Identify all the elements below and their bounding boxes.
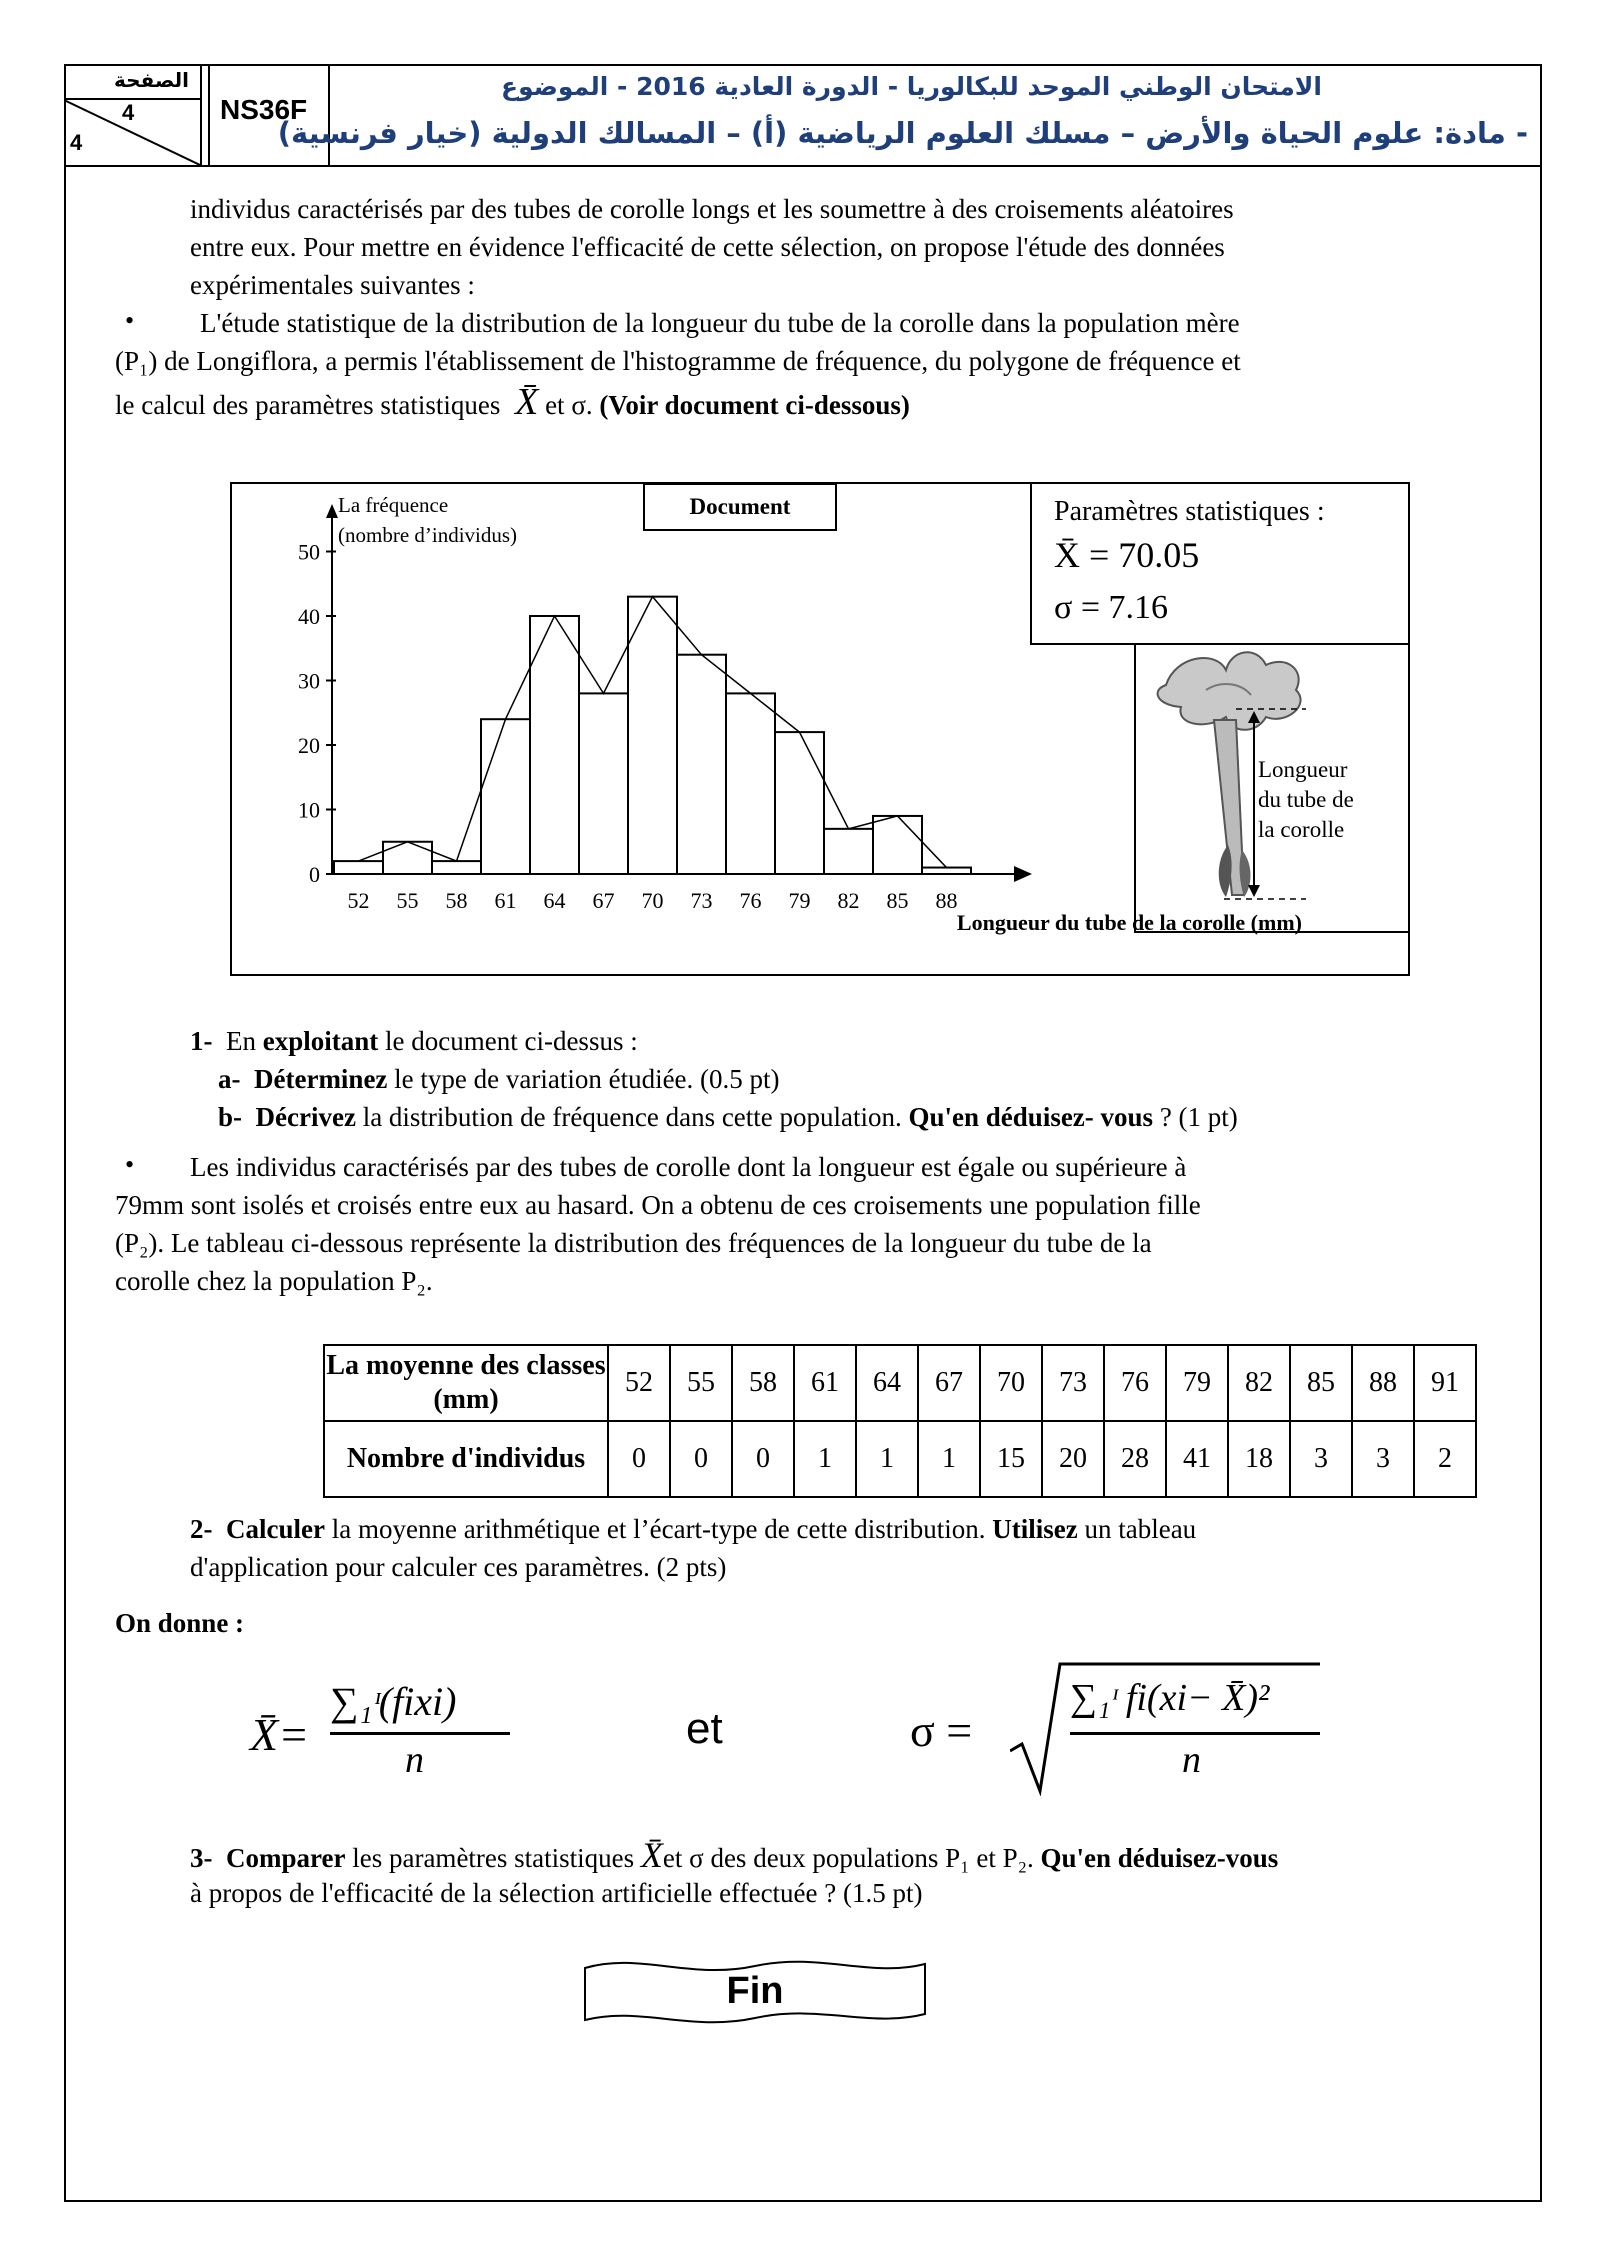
table-row	[324, 1421, 1476, 1497]
document-title: Document	[689, 494, 791, 519]
question-2-line2: d'application pour calculer ces paramètres. (2 pts)	[190, 1552, 727, 1582]
statistical-parameters-box	[1030, 482, 1410, 645]
y-tick-label: 0	[309, 862, 320, 887]
table-cell: 3	[1352, 1421, 1414, 1497]
table-cell: 82	[1228, 1345, 1290, 1421]
x-tick-label: 58	[445, 888, 468, 913]
y-tick-label: 10	[298, 797, 320, 823]
fin-text: Fin	[726, 1970, 784, 2012]
table-cell: 1	[856, 1421, 918, 1497]
histogram-bar	[873, 816, 922, 874]
table-cell: 55	[670, 1345, 732, 1421]
frequency-table	[323, 1344, 1477, 1498]
question-1b: b- Décrivez la distribution de fréquence dans cette population. Qu'en déduisez- vous ? (1 pt)	[218, 1102, 1238, 1132]
table-cell: 85	[1290, 1345, 1352, 1421]
sigma-value: σ = 7.16	[1054, 589, 1169, 626]
page-label: الصفحة	[114, 68, 190, 92]
sigma-formula: σ = ∑₁ᶦ fi(xi− X̄)² n	[910, 1656, 1330, 1796]
table-cell: 0	[732, 1421, 794, 1497]
table-row	[324, 1345, 1476, 1421]
table-cell: 61	[794, 1345, 856, 1421]
page-indicator	[64, 64, 202, 165]
exam-title-line2: - مادة: علوم الحياة والأرض – مسلك العلوم الرياضية (أ) – المسالك الدولية (خيار فرنسية)	[277, 116, 1528, 150]
table-cell: 28	[1104, 1421, 1166, 1497]
question-1a: a- Déterminez le type de variation étudiée. (0.5 pt)	[218, 1064, 780, 1094]
xbar-symbol: X̄	[515, 381, 539, 423]
table-cell: 52	[608, 1345, 670, 1421]
bullet1-line3: le calcul des paramètres statistiques X̄ et σ. (Voir document ci-dessous)	[115, 381, 910, 423]
x-tick-label: 61	[494, 888, 517, 913]
table-cell: 18	[1228, 1421, 1290, 1497]
y-axis-label: La fréquence	[338, 493, 449, 517]
mean-value: X̄ = 70.05	[1054, 535, 1200, 575]
histogram-bar	[628, 597, 677, 874]
y-tick-label: 50	[298, 539, 320, 565]
table-cell: 67	[918, 1345, 980, 1421]
table-cell: 15	[980, 1421, 1042, 1497]
table-cell: 79	[1166, 1345, 1228, 1421]
table-cell: 2	[1414, 1421, 1476, 1497]
bullet-dot: •	[125, 306, 135, 335]
y-axis-arrow	[326, 504, 338, 518]
flower-illustration-box	[1134, 643, 1410, 933]
table-cell: 3	[1290, 1421, 1352, 1497]
y-tick-label: 20	[298, 733, 320, 758]
table-cell: 73	[1042, 1345, 1104, 1421]
table-cell: 70	[980, 1345, 1042, 1421]
bullet2-line4: corolle chez la population P₂.	[115, 1266, 433, 1296]
table-cell: 64	[856, 1345, 918, 1421]
x-tick-label: 52	[347, 888, 370, 913]
row-header-classes: La moyenne des classes (mm)	[324, 1345, 608, 1421]
histogram-bar	[383, 842, 432, 874]
mean-formula: X̄= ∑₁ᶦ(fixi) n	[250, 1670, 530, 1790]
x-tick-label: 67	[592, 888, 615, 913]
intro-line2: entre eux. Pour mettre en évidence l'efficacité de cette sélection, on propose l'étude des données	[190, 232, 1225, 262]
histogram-bar	[824, 829, 873, 874]
x-tick-label: 70	[641, 888, 664, 913]
table-cell: 41	[1166, 1421, 1228, 1497]
histogram-bar	[775, 732, 824, 874]
table-cell: 58	[732, 1345, 794, 1421]
x-tick-label: 64	[543, 888, 566, 913]
x-axis-label: Longueur du tube de la corolle (mm)	[956, 910, 1302, 935]
table-cell: 91	[1414, 1345, 1476, 1421]
histogram-bar	[481, 719, 530, 874]
bullet2-line2: 79mm sont isolés et croisés entre eux au hasard. On a obtenu de ces croisements une population fille	[115, 1190, 1201, 1220]
histogram-bar	[432, 861, 481, 874]
question-3-line2: à propos de l'efficacité de la sélection artificielle effectuée ? (1.5 pt)	[190, 1878, 923, 1908]
y-axis-label: (nombre d’individus)	[338, 523, 518, 547]
x-tick-label: 88	[935, 888, 958, 913]
x-tick-label: 73	[690, 888, 713, 913]
question-2: 2- Calculer la moyenne arithmétique et l’écart-type de cette distribution. Utilisez un tableau	[190, 1514, 1197, 1544]
page-number: 4	[122, 100, 135, 125]
table-cell: 20	[1042, 1421, 1104, 1497]
x-tick-label: 85	[886, 888, 909, 913]
formula-et: et	[686, 1704, 723, 1753]
bullet1-line1: L'étude statistique de la distribution de la longueur du tube de la corolle dans la population mère	[200, 308, 1240, 338]
page-total: 4	[70, 130, 83, 155]
fraction-bar	[330, 1732, 510, 1735]
table-cell: 0	[670, 1421, 732, 1497]
fraction-bar	[1070, 1732, 1320, 1735]
x-tick-label: 76	[739, 888, 762, 913]
row-header-counts: Nombre d'individus	[324, 1421, 608, 1497]
exam-code: NS36F	[220, 94, 308, 125]
x-tick-label: 79	[788, 888, 811, 913]
bullet2-line3: (P₂). Le tableau ci-dessous représente la distribution des fréquences de la longueur du tube de la	[115, 1228, 1152, 1258]
question-3: 3- Comparer les paramètres statistiques X̄et σ des deux populations P₁ et P₂. Qu'en déduisez-vous	[190, 1835, 1279, 1875]
y-tick-label: 30	[298, 668, 320, 694]
table-cell: 1	[918, 1421, 980, 1497]
histogram-bar	[334, 861, 383, 874]
table-cell: 88	[1352, 1345, 1414, 1421]
x-tick-label: 55	[396, 888, 419, 913]
table-cell: 76	[1104, 1345, 1166, 1421]
bullet1-line2: (P₁) de Longiflora, a permis l'établissement de l'histogramme de fréquence, du polygone de fréquence et	[115, 346, 1241, 376]
flower-label: Longueur du tube de la corolle	[1258, 757, 1354, 842]
exam-header	[64, 64, 1542, 167]
histogram-bar	[677, 655, 726, 874]
table-cell: 1	[794, 1421, 856, 1497]
bullet2-line1: Les individus caractérisés par des tubes de corolle dont la longueur est égale ou supérieure à	[190, 1152, 1187, 1182]
y-tick-label: 40	[298, 604, 320, 629]
intro-line3: expérimentales suivantes :	[190, 270, 475, 300]
params-title: Paramètres statistiques :	[1054, 496, 1325, 527]
x-axis-arrow	[1014, 866, 1032, 882]
histogram-bar	[530, 616, 579, 874]
histogram-bar	[726, 693, 775, 874]
histogram-bar	[579, 693, 628, 874]
intro-line1: individus caractérisés par des tubes de corolle longs et les soumettre à des croisements aléatoires	[190, 194, 1234, 224]
on-donne-label: On donne :	[115, 1608, 245, 1638]
bullet-dot: •	[125, 1150, 135, 1179]
x-tick-label: 82	[837, 888, 860, 913]
table-cell: 0	[608, 1421, 670, 1497]
question-1: 1- En exploitant le document ci-dessus :	[190, 1026, 638, 1056]
exam-title-line1: الامتحان الوطني الموحد للبكالوريا - الدورة العادية 2016 - الموضوع	[501, 72, 1322, 101]
